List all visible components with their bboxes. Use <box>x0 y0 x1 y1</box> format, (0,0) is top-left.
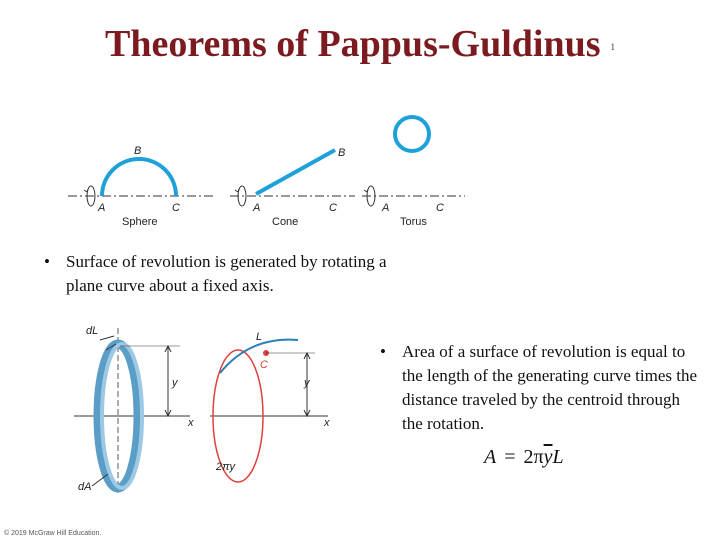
bullet-text: Area of a surface of revolution is equal to the length of the generating curve times the distance traveled by the centroid through the rotation. <box>402 342 698 433</box>
ring-label-da: dA <box>78 481 92 493</box>
ring-label-dl: dL <box>86 325 99 337</box>
title-text: Theorems of Pappus-Guldinus <box>104 23 601 65</box>
cone-caption: Cone <box>272 216 299 228</box>
curve-label-c: C <box>260 359 268 371</box>
curve-diagram <box>210 331 330 482</box>
formula-eq: = <box>504 446 516 468</box>
formula-l: L <box>552 446 564 468</box>
slide-title <box>0 22 720 66</box>
bullet-text: Surface of revolution is generated by rotating a plane curve about a fixed axis. <box>66 252 387 295</box>
area-formula <box>484 446 564 469</box>
curve-label-l: L <box>256 331 263 343</box>
formula-lhs: A <box>484 446 497 468</box>
page-number: 1 <box>610 42 616 53</box>
torus-caption: Torus <box>400 216 427 228</box>
ring-label-x: x <box>188 417 194 429</box>
cone-diagram <box>230 147 355 228</box>
copyright-notice: © 2019 McGraw Hill Education. <box>4 530 102 537</box>
sphere-label-c: C <box>172 202 180 214</box>
sphere-label-b: B <box>134 145 142 157</box>
sphere-caption: Sphere <box>122 216 158 228</box>
ring-label-y: y <box>172 377 178 389</box>
torus-label-c: C <box>436 202 444 214</box>
bullet-surface-of-revolution <box>44 250 424 298</box>
curve-label-x: x <box>324 417 330 429</box>
cone-line <box>256 150 335 194</box>
sphere-diagram <box>68 145 215 228</box>
torus-diagram <box>362 117 465 228</box>
torus-circle <box>395 117 429 151</box>
cone-label-c: C <box>329 202 337 214</box>
bullet-dot: • <box>380 342 386 361</box>
ring-diagram <box>74 325 194 493</box>
cone-label-a: A <box>253 202 261 214</box>
curve-label-2piy: 2πy <box>216 461 235 473</box>
sphere-label-a: A <box>98 202 106 214</box>
formula-ybar: $\overline{y}$ <box>543 446 553 468</box>
formula-coef: 2π <box>523 446 544 468</box>
bullet-area-theorem <box>380 340 700 436</box>
torus-label-a: A <box>382 202 390 214</box>
generating-curve <box>220 340 298 373</box>
bullet-dot: • <box>44 252 50 271</box>
cone-label-b: B <box>338 147 346 159</box>
sphere-arc <box>102 159 176 196</box>
revolution-surfaces-figure <box>60 105 480 235</box>
curve-label-y: y <box>304 377 310 389</box>
area-theorem-figure <box>60 318 350 498</box>
